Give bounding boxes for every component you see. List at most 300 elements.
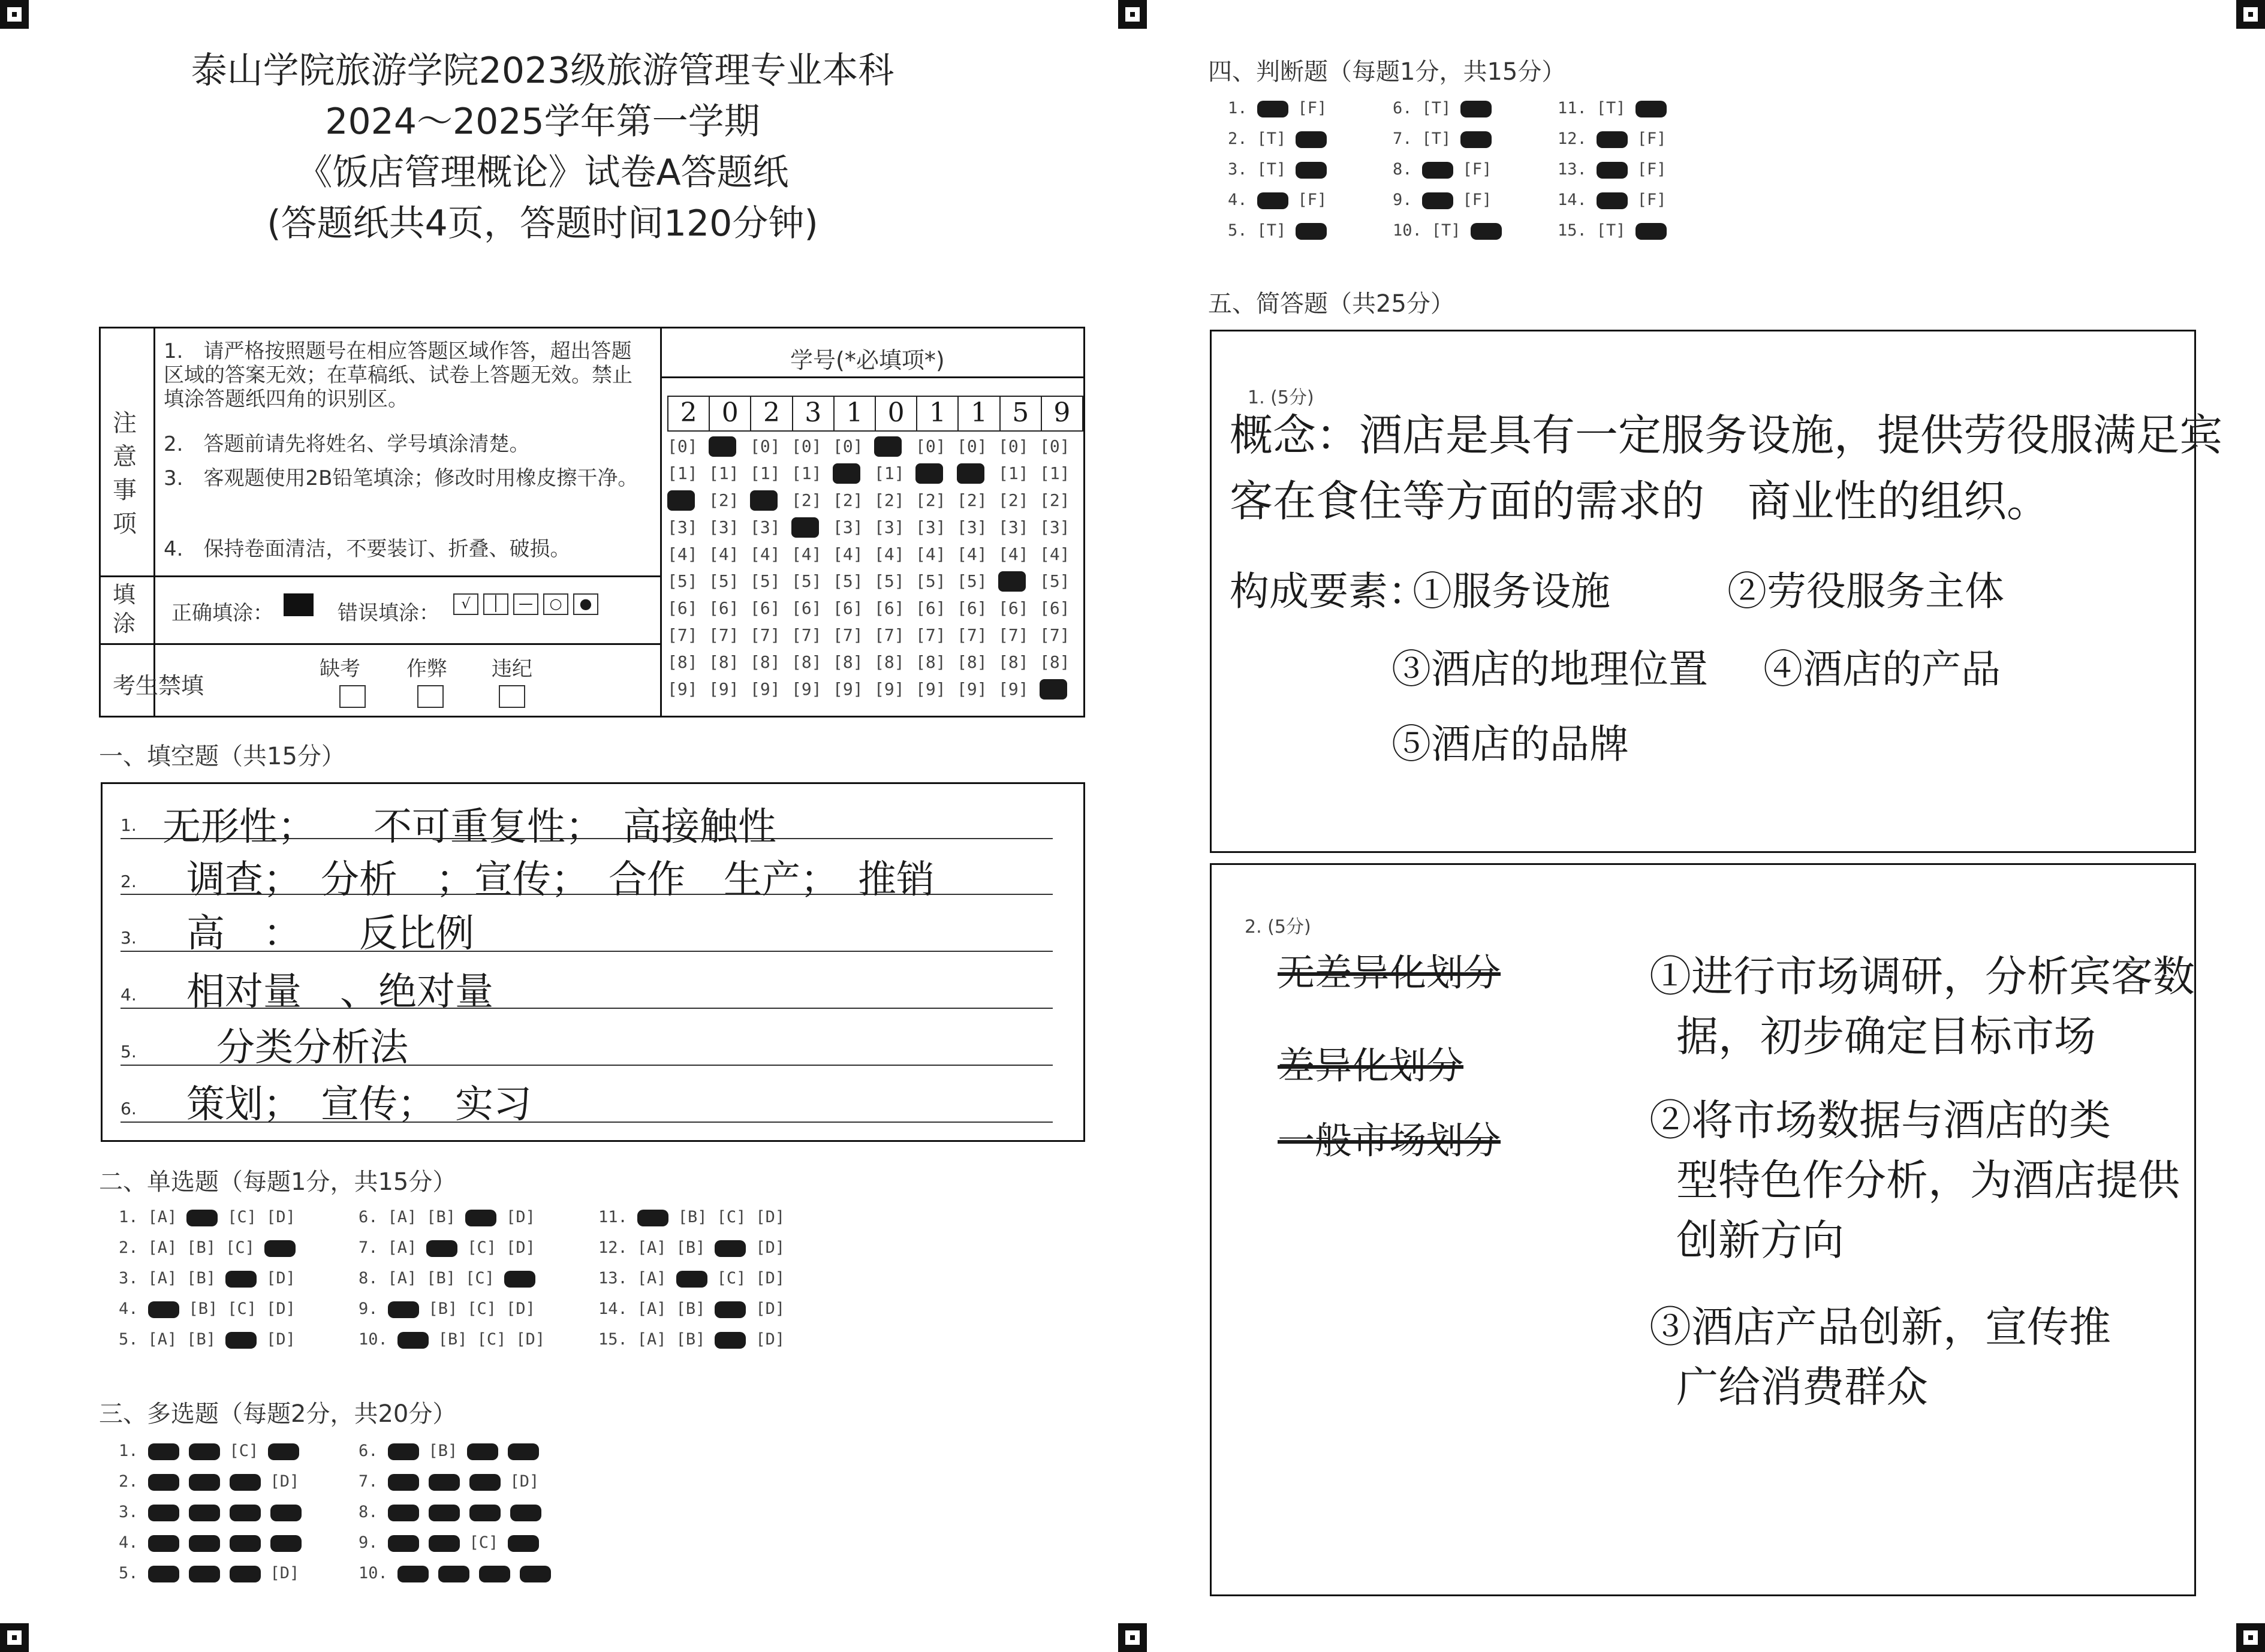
option-mark[interactable]: [A] [147, 1330, 177, 1349]
filled-mark[interactable] [715, 1301, 746, 1318]
student-id-digit: 9 [1053, 397, 1071, 428]
option-mark[interactable]: [D] [755, 1300, 785, 1318]
filled-mark[interactable] [270, 1535, 302, 1552]
empty-bubble[interactable]: [9] [709, 679, 739, 699]
filled-bubble[interactable] [709, 436, 736, 457]
filled-mark[interactable] [148, 1535, 179, 1552]
empty-bubble[interactable]: [0] [833, 436, 863, 456]
empty-bubble[interactable]: [2] [791, 490, 822, 510]
option-mark[interactable]: [B] [188, 1300, 218, 1318]
empty-bubble[interactable]: [8] [874, 652, 905, 672]
filled-mark[interactable] [469, 1474, 501, 1491]
filled-bubble[interactable] [874, 436, 902, 457]
filled-mark[interactable] [1471, 223, 1502, 240]
option-mark[interactable]: [F] [1637, 191, 1667, 209]
filled-mark[interactable] [148, 1301, 179, 1318]
empty-bubble[interactable]: [4] [791, 544, 822, 564]
option-mark[interactable]: [C] [229, 1442, 259, 1460]
empty-bubble[interactable]: [9] [915, 679, 946, 699]
option-mark[interactable]: [C] [227, 1208, 257, 1226]
filled-mark[interactable] [388, 1535, 419, 1552]
filled-mark[interactable] [508, 1535, 539, 1552]
answer-row[interactable] [1553, 99, 1671, 117]
filled-mark[interactable] [189, 1535, 220, 1552]
filled-mark[interactable] [467, 1443, 498, 1460]
empty-bubble[interactable]: [9] [667, 679, 698, 699]
empty-bubble[interactable]: [1] [709, 463, 739, 483]
filled-mark[interactable] [1636, 223, 1667, 240]
option-mark[interactable]: [C] [467, 1300, 497, 1318]
filled-mark[interactable] [230, 1505, 261, 1521]
empty-bubble[interactable]: [7] [874, 625, 905, 645]
question-number: 15. [598, 1330, 628, 1349]
option-mark[interactable]: [B] [186, 1238, 216, 1257]
empty-bubble[interactable]: [4] [833, 544, 863, 564]
option-mark[interactable]: [T] [1421, 129, 1451, 148]
filled-mark[interactable] [1460, 101, 1492, 117]
fill-blank-title: 一、填空题（共15分） [99, 743, 345, 770]
empty-bubble[interactable]: [9] [791, 679, 822, 699]
option-mark[interactable]: [B] [426, 1269, 456, 1288]
option-mark[interactable]: [A] [637, 1300, 667, 1318]
empty-bubble[interactable]: [0] [667, 436, 698, 456]
empty-bubble[interactable]: [6] [709, 598, 739, 618]
fill-label: 填涂 [113, 581, 136, 637]
option-mark[interactable]: [B] [438, 1330, 468, 1349]
answer-row[interactable] [114, 1300, 300, 1318]
empty-bubble[interactable]: [3] [874, 517, 905, 537]
answer-row[interactable] [1388, 191, 1496, 209]
empty-bubble[interactable]: [6] [1040, 598, 1070, 618]
empty-bubble[interactable]: [4] [750, 544, 781, 564]
empty-bubble[interactable]: [5] [750, 571, 781, 591]
question-number: 6. [1393, 99, 1412, 117]
option-mark[interactable]: [D] [266, 1300, 296, 1318]
option-mark[interactable]: [A] [147, 1269, 177, 1288]
empty-bubble[interactable]: [8] [957, 652, 987, 672]
empty-bubble[interactable]: [2] [957, 490, 987, 510]
filled-bubble[interactable] [915, 463, 943, 484]
empty-bubble[interactable]: [8] [998, 652, 1029, 672]
empty-bubble[interactable]: [1] [1040, 463, 1070, 483]
option-mark[interactable]: [D] [755, 1269, 785, 1288]
answer-row[interactable] [354, 1300, 540, 1318]
empty-bubble[interactable]: [9] [998, 679, 1029, 699]
answer-row[interactable] [354, 1269, 540, 1288]
option-mark[interactable]: [A] [637, 1269, 667, 1288]
empty-bubble[interactable]: [1] [874, 463, 905, 483]
option-mark[interactable]: [D] [270, 1564, 300, 1582]
empty-bubble[interactable]: [0] [915, 436, 946, 456]
empty-bubble[interactable]: [0] [791, 436, 822, 456]
filled-mark[interactable] [438, 1566, 469, 1582]
option-mark[interactable]: [C] [467, 1238, 497, 1257]
filled-mark[interactable] [230, 1474, 261, 1491]
answer-row[interactable] [1223, 221, 1332, 240]
empty-bubble[interactable]: [7] [791, 625, 822, 645]
option-mark[interactable]: [T] [1257, 160, 1287, 179]
filled-bubble[interactable] [1040, 679, 1067, 700]
answer-row[interactable] [1223, 160, 1332, 179]
empty-bubble[interactable]: [4] [957, 544, 987, 564]
option-mark[interactable]: [C] [465, 1269, 495, 1288]
cheat-checkbox[interactable] [417, 685, 444, 708]
answer-row[interactable] [354, 1533, 544, 1552]
empty-bubble[interactable]: [0] [957, 436, 987, 456]
option-mark[interactable]: [B] [186, 1269, 216, 1288]
filled-mark[interactable] [1257, 192, 1288, 209]
option-mark[interactable]: [A] [147, 1238, 177, 1257]
empty-bubble[interactable]: [1] [667, 463, 698, 483]
option-mark[interactable]: [D] [510, 1472, 540, 1491]
option-mark[interactable]: [B] [426, 1208, 456, 1226]
filled-mark[interactable] [1422, 162, 1453, 179]
empty-bubble[interactable]: [9] [957, 679, 987, 699]
option-mark[interactable]: [C] [716, 1269, 746, 1288]
filled-bubble[interactable] [667, 490, 695, 511]
answer-row[interactable] [1388, 129, 1496, 148]
single-choice-grid[interactable] [114, 1208, 1013, 1364]
empty-bubble[interactable]: [3] [667, 517, 698, 537]
option-mark[interactable]: [D] [506, 1238, 535, 1257]
filled-mark[interactable] [1597, 162, 1628, 179]
filled-mark[interactable] [186, 1210, 218, 1226]
filled-mark[interactable] [429, 1535, 460, 1552]
option-mark[interactable]: [D] [266, 1269, 296, 1288]
empty-bubble[interactable]: [7] [915, 625, 946, 645]
filled-mark[interactable] [520, 1566, 551, 1582]
option-mark[interactable]: [B] [428, 1442, 458, 1460]
option-mark[interactable]: [F] [1637, 129, 1667, 148]
empty-bubble[interactable]: [5] [957, 571, 987, 591]
filled-mark[interactable] [388, 1474, 419, 1491]
empty-bubble[interactable]: [9] [874, 679, 905, 699]
filled-mark[interactable] [465, 1210, 496, 1226]
empty-bubble[interactable]: [6] [874, 598, 905, 618]
option-mark[interactable]: [B] [428, 1300, 458, 1318]
student-id-digit: 2 [751, 397, 793, 430]
answer-row[interactable] [1388, 99, 1496, 117]
blank-number: 1. [121, 815, 137, 835]
option-mark[interactable]: [D] [506, 1208, 535, 1226]
filled-mark[interactable] [148, 1505, 179, 1521]
empty-bubble[interactable]: [3] [915, 517, 946, 537]
option-mark[interactable]: [C] [469, 1533, 499, 1552]
filled-mark[interactable] [637, 1210, 668, 1226]
empty-bubble[interactable]: [1] [998, 463, 1029, 483]
answer-row[interactable] [354, 1330, 550, 1349]
filled-mark[interactable] [397, 1566, 429, 1582]
blank-answer: 策划； 宣传； 实习 [186, 1083, 532, 1127]
empty-bubble[interactable]: [4] [915, 544, 946, 564]
empty-bubble[interactable]: [8] [791, 652, 822, 672]
empty-bubble[interactable]: [0] [750, 436, 781, 456]
filled-mark[interactable] [148, 1566, 179, 1582]
filled-bubble[interactable] [957, 463, 984, 484]
empty-bubble[interactable]: [6] [915, 598, 946, 618]
filled-mark[interactable] [264, 1240, 296, 1257]
answer-row[interactable] [114, 1564, 304, 1582]
answer-row[interactable] [114, 1442, 304, 1460]
answer-row[interactable] [354, 1442, 544, 1460]
empty-bubble[interactable]: [2] [1040, 490, 1070, 510]
empty-bubble[interactable]: [3] [998, 517, 1029, 537]
filled-mark[interactable] [189, 1505, 220, 1521]
option-mark[interactable]: [D] [266, 1330, 296, 1349]
option-mark[interactable]: [C] [227, 1300, 257, 1318]
answer-row[interactable] [1553, 129, 1671, 148]
answer-row[interactable] [1223, 99, 1332, 117]
option-mark[interactable]: [F] [1297, 99, 1327, 117]
filled-bubble[interactable] [833, 463, 860, 484]
empty-bubble[interactable]: [6] [957, 598, 987, 618]
filled-mark[interactable] [508, 1443, 539, 1460]
answer-row[interactable] [114, 1330, 300, 1349]
filled-bubble[interactable] [791, 517, 819, 538]
option-mark[interactable]: [A] [387, 1208, 417, 1226]
empty-bubble[interactable]: [6] [667, 598, 698, 618]
answer-row[interactable] [1388, 160, 1496, 179]
empty-bubble[interactable]: [4] [709, 544, 739, 564]
multi-choice-grid[interactable] [114, 1442, 773, 1597]
empty-bubble[interactable]: [4] [998, 544, 1029, 564]
option-mark[interactable]: [D] [755, 1238, 785, 1257]
filled-mark[interactable] [148, 1474, 179, 1491]
option-mark[interactable]: [C] [477, 1330, 507, 1349]
filled-bubble[interactable] [750, 490, 778, 511]
answer-row[interactable] [1223, 129, 1332, 148]
filled-mark[interactable] [715, 1332, 746, 1349]
empty-bubble[interactable]: [4] [1040, 544, 1070, 564]
answer-row[interactable] [594, 1238, 790, 1257]
answer-row[interactable] [594, 1208, 790, 1226]
filled-mark[interactable] [1422, 192, 1453, 209]
empty-bubble[interactable]: [5] [709, 571, 739, 591]
question-number: 8. [1393, 160, 1412, 179]
answer-row[interactable] [594, 1269, 790, 1288]
empty-bubble[interactable]: [4] [874, 544, 905, 564]
empty-bubble[interactable]: [6] [791, 598, 822, 618]
option-mark[interactable]: [F] [1637, 160, 1667, 179]
question-number: 10. [359, 1330, 388, 1349]
empty-bubble[interactable]: [7] [833, 625, 863, 645]
empty-bubble[interactable]: [5] [791, 571, 822, 591]
empty-bubble[interactable]: [0] [998, 436, 1029, 456]
empty-bubble[interactable]: [5] [874, 571, 905, 591]
q2-answer-line: 型特色作分析，为酒店提供 [1676, 1156, 2180, 1205]
filled-mark[interactable] [230, 1535, 261, 1552]
q1-answer-line: 客在食住等方面的需求的 商业性的组织。 [1230, 476, 2050, 526]
empty-bubble[interactable]: [4] [667, 544, 698, 564]
question-number: 1. [119, 1208, 138, 1226]
filled-mark[interactable] [429, 1474, 460, 1491]
option-mark[interactable]: [D] [266, 1208, 296, 1226]
empty-bubble[interactable]: [7] [957, 625, 987, 645]
option-mark[interactable]: [D] [506, 1300, 535, 1318]
empty-bubble[interactable]: [2] [874, 490, 905, 510]
empty-bubble[interactable]: [7] [750, 625, 781, 645]
option-mark[interactable]: [F] [1462, 191, 1492, 209]
option-mark[interactable]: [D] [270, 1472, 300, 1491]
filled-mark[interactable] [469, 1505, 501, 1521]
empty-bubble[interactable]: [7] [998, 625, 1029, 645]
forbidden-cheat: 作弊 [406, 657, 447, 681]
filled-mark[interactable] [479, 1566, 510, 1582]
filled-mark[interactable] [189, 1443, 220, 1460]
answer-row[interactable] [1223, 191, 1332, 209]
option-mark[interactable]: [F] [1462, 160, 1492, 179]
answer-row[interactable] [114, 1269, 300, 1288]
option-mark[interactable]: [C] [716, 1208, 746, 1226]
filled-mark[interactable] [426, 1240, 457, 1257]
student-id-bubble-grid[interactable] [667, 436, 1081, 712]
filled-mark[interactable] [388, 1505, 419, 1521]
answer-row[interactable] [354, 1564, 556, 1582]
option-mark[interactable]: [B] [676, 1300, 706, 1318]
option-mark[interactable]: [F] [1297, 191, 1327, 209]
filled-mark[interactable] [388, 1301, 419, 1318]
filled-mark[interactable] [388, 1443, 419, 1460]
true-false-grid[interactable] [1223, 99, 1703, 255]
answer-row[interactable] [594, 1330, 790, 1349]
option-mark[interactable]: [T] [1421, 99, 1451, 117]
empty-bubble[interactable]: [8] [750, 652, 781, 672]
empty-bubble[interactable]: [2] [998, 490, 1029, 510]
filled-mark[interactable] [1636, 101, 1667, 117]
option-mark[interactable]: [B] [186, 1330, 216, 1349]
filled-mark[interactable] [189, 1566, 220, 1582]
empty-bubble[interactable]: [8] [1040, 652, 1070, 672]
exam-course: 《饭店管理概论》试卷A答题纸 [296, 152, 789, 194]
filled-mark[interactable] [225, 1271, 257, 1288]
option-mark[interactable]: [A] [637, 1330, 667, 1349]
answer-row[interactable] [114, 1533, 306, 1552]
empty-bubble[interactable]: [3] [957, 517, 987, 537]
answer-row[interactable] [1553, 221, 1671, 240]
option-mark[interactable]: [B] [677, 1208, 707, 1226]
corner-mark-icon [1118, 0, 1147, 29]
option-mark[interactable]: [D] [755, 1208, 785, 1226]
empty-bubble[interactable]: [6] [833, 598, 863, 618]
empty-bubble[interactable]: [7] [709, 625, 739, 645]
empty-bubble[interactable]: [0] [1040, 436, 1070, 456]
empty-bubble[interactable]: [2] [915, 490, 946, 510]
filled-mark[interactable] [1597, 131, 1628, 148]
empty-bubble[interactable]: [8] [833, 652, 863, 672]
empty-bubble[interactable]: [5] [667, 571, 698, 591]
filled-mark[interactable] [715, 1240, 746, 1257]
answer-row[interactable] [1388, 221, 1507, 240]
filled-mark[interactable] [429, 1505, 460, 1521]
empty-bubble[interactable]: [9] [833, 679, 863, 699]
student-id-digit: 1 [835, 397, 876, 430]
option-mark[interactable]: [T] [1596, 99, 1626, 117]
filled-mark[interactable] [148, 1443, 179, 1460]
filled-mark[interactable] [510, 1505, 541, 1521]
option-mark[interactable]: [A] [387, 1269, 417, 1288]
empty-bubble[interactable]: [9] [750, 679, 781, 699]
answer-row[interactable] [354, 1472, 544, 1491]
filled-mark[interactable] [189, 1474, 220, 1491]
option-mark[interactable]: [T] [1431, 221, 1461, 240]
answer-row[interactable] [114, 1208, 300, 1226]
notice-item: 4. 保持卷面清洁，不要装订、折叠、破损。 [164, 537, 571, 561]
answer-row[interactable] [114, 1472, 304, 1491]
empty-bubble[interactable]: [5] [915, 571, 946, 591]
absent-checkbox[interactable] [339, 685, 366, 708]
empty-bubble[interactable]: [3] [833, 517, 863, 537]
filled-mark[interactable] [676, 1271, 707, 1288]
filled-mark[interactable] [397, 1332, 429, 1349]
empty-bubble[interactable]: [1] [791, 463, 822, 483]
option-mark[interactable]: [D] [755, 1330, 785, 1349]
q1-elements-label: 构成要素： [1230, 568, 1427, 614]
filled-mark[interactable] [1296, 223, 1327, 240]
answer-row[interactable] [1553, 191, 1671, 209]
student-id-digits [667, 396, 1083, 432]
option-mark[interactable]: [B] [676, 1330, 706, 1349]
option-mark[interactable]: [T] [1257, 221, 1287, 240]
answer-row[interactable] [354, 1208, 540, 1226]
option-mark[interactable]: [B] [676, 1238, 706, 1257]
answer-row[interactable] [1553, 160, 1671, 179]
answer-row[interactable] [114, 1238, 300, 1257]
empty-bubble[interactable]: [8] [709, 652, 739, 672]
option-mark[interactable]: [C] [225, 1238, 255, 1257]
empty-bubble[interactable]: [6] [750, 598, 781, 618]
filled-mark[interactable] [230, 1566, 261, 1582]
filled-mark[interactable] [504, 1271, 535, 1288]
answer-row[interactable] [594, 1300, 790, 1318]
empty-bubble[interactable]: [5] [1040, 571, 1070, 591]
filled-mark[interactable] [1257, 101, 1288, 117]
empty-bubble[interactable]: [1] [750, 463, 781, 483]
empty-bubble[interactable]: [2] [709, 490, 739, 510]
empty-bubble[interactable]: [8] [667, 652, 698, 672]
filled-mark[interactable] [270, 1505, 302, 1521]
filled-mark[interactable] [268, 1443, 299, 1460]
empty-bubble[interactable]: [6] [998, 598, 1029, 618]
answer-row[interactable] [354, 1503, 546, 1521]
option-mark[interactable]: [A] [387, 1238, 417, 1257]
empty-bubble[interactable]: [3] [750, 517, 781, 537]
filled-mark[interactable] [1597, 192, 1628, 209]
option-mark[interactable]: [T] [1257, 129, 1287, 148]
empty-bubble[interactable]: [5] [833, 571, 863, 591]
filled-mark[interactable] [1296, 162, 1327, 179]
q1-element: ③酒店的地理位置 [1391, 646, 1708, 692]
option-mark[interactable]: [A] [147, 1208, 177, 1226]
empty-bubble[interactable]: [3] [1040, 517, 1070, 537]
answer-row[interactable] [354, 1238, 540, 1257]
violation-checkbox[interactable] [499, 685, 525, 708]
question-number: 2. [1228, 129, 1248, 148]
empty-bubble[interactable]: [3] [709, 517, 739, 537]
answer-row[interactable] [114, 1503, 306, 1521]
option-mark[interactable]: [A] [637, 1238, 667, 1257]
filled-mark[interactable] [1460, 131, 1492, 148]
filled-mark[interactable] [1296, 131, 1327, 148]
filled-mark[interactable] [225, 1332, 257, 1349]
filled-bubble[interactable] [998, 571, 1026, 592]
empty-bubble[interactable]: [7] [1040, 625, 1070, 645]
option-mark[interactable]: [T] [1596, 221, 1626, 240]
empty-bubble[interactable]: [8] [915, 652, 946, 672]
question-number: 8. [359, 1269, 378, 1288]
empty-bubble[interactable]: [7] [667, 625, 698, 645]
option-mark[interactable]: [D] [516, 1330, 546, 1349]
empty-bubble[interactable]: [2] [833, 490, 863, 510]
